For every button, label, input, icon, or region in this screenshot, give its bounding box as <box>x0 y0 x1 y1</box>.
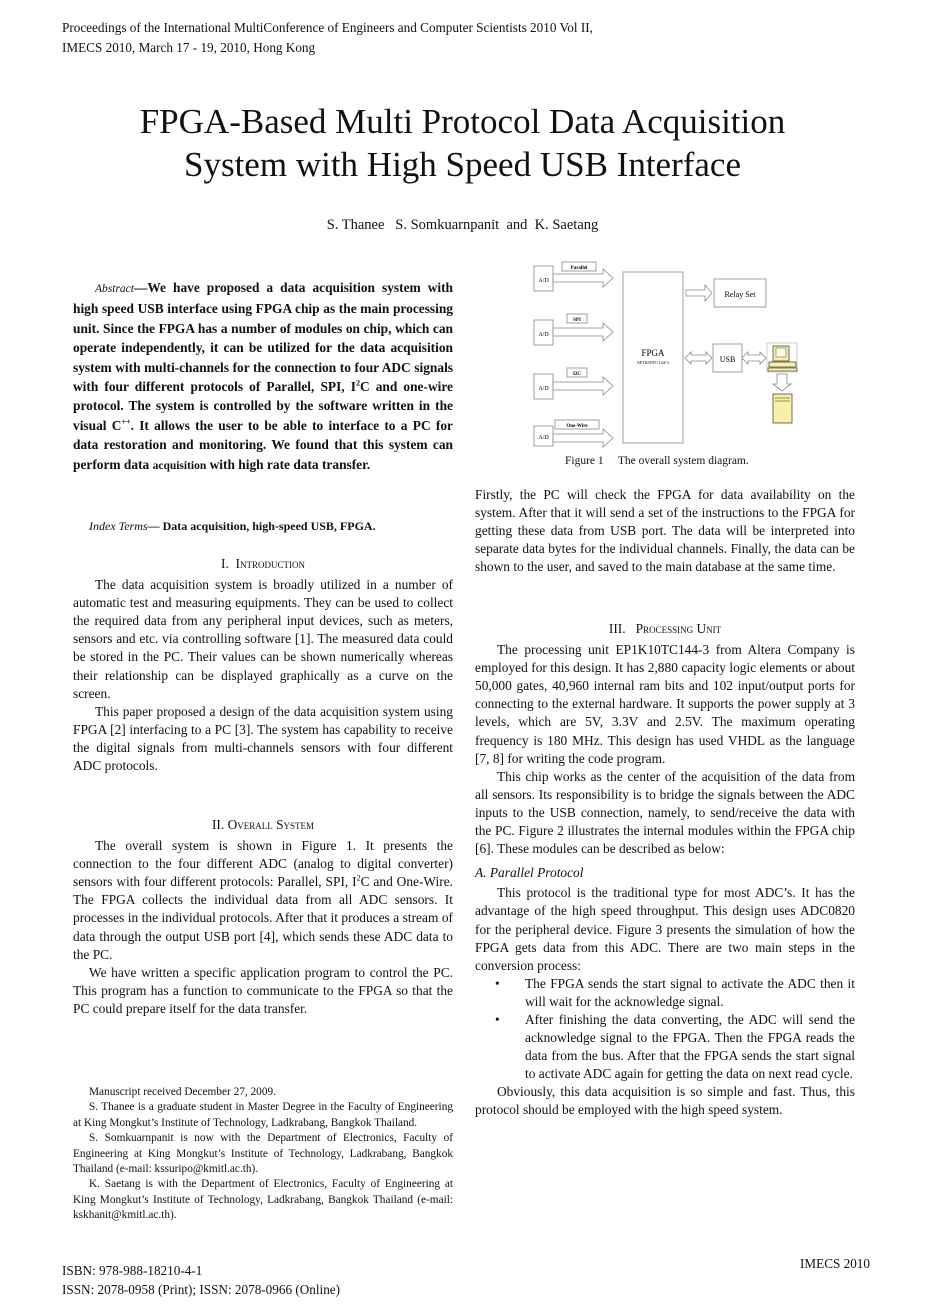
footer-conference: IMECS 2010 <box>800 1256 870 1271</box>
adc-spi <box>534 314 613 345</box>
svg-text:Relay Set: Relay Set <box>724 290 756 299</box>
section-processing-unit <box>475 620 855 1120</box>
paragraph: We have written a specific application program to control the PC. This program has a function to communicate to the FPGA so that the PC could prepare itself for the data transfer. <box>73 964 453 1016</box>
system-diagram-svg <box>525 258 855 448</box>
authors: S. Thanee S. Somkuarnpanit and K. Saetang <box>326 217 599 233</box>
fpga-block <box>623 272 683 443</box>
abstract-text: We have proposed a data acquisition system with high speed USB interface using FPGA chip as the main processing unit. Since the FPGA has a number of modules on chip, which can operate independently, it can be utilized for the data acquisition system with multi-channels for the connection to four ADC signals with four different protocols of Parallel, SPI, I <box>73 280 453 395</box>
svg-text:USB: USB <box>719 355 736 364</box>
isbn: ISBN: 978-988-18210-4-1 <box>62 1263 203 1278</box>
svg-text:A/D: A/D <box>538 278 549 284</box>
superscript: ++ <box>121 417 131 427</box>
section-introduction <box>73 555 453 775</box>
footnote: K. Saetang is with the Department of Electronics, Faculty of Engineering at King Mongkut’s Institute of Technology, Ladkrabang, Bangkok Thailand (e-mail: kskhanit@kmitl.ac.th). <box>73 1178 453 1222</box>
bullet-item <box>495 1011 855 1083</box>
paragraph-text: C and One-Wire. The FPGA collects the individual data from all ADC sensors. It processes in the individual protocols. After that it produces a stream of data through the output USB port [4], which sends these ADC data to the PC. <box>73 874 453 962</box>
bullet-icon: • <box>495 1011 500 1027</box>
svg-text:A/D: A/D <box>538 435 549 441</box>
subsection-heading: A. Parallel Protocol <box>475 865 584 881</box>
adc-parallel <box>534 262 613 291</box>
section-title: Processing Unit <box>635 621 722 636</box>
issn: ISSN: 2078-0958 (Print); ISSN: 2078-0966 (Online) <box>62 1282 341 1297</box>
svg-text:One-Wire: One-Wire <box>566 424 588 429</box>
superscript: 2 <box>356 873 361 883</box>
abstract-text: . It allows the user to be able to interface to a PC for data restoration and monitoring. We found that this system can perform data <box>73 417 453 472</box>
title-line-1: FPGA-Based Multi Protocol Data Acquisition <box>139 102 786 141</box>
footnotes <box>73 1085 453 1224</box>
header-line-2: IMECS 2010, March 17 - 19, 2010, Hong Kong <box>62 40 316 55</box>
paragraph: The data acquisition system is broadly utilized in a number of automatic test and measuring equipments. They can be used to collect the required data from any peripheral input devices, such as meters, sensors and etc. via controlling software [1]. The measured data could be stored in the PC. Their values can be shown numerically whereas their relationship can be displayed graphically as a curve on the screen. <box>73 577 453 701</box>
abstract-dash: — <box>133 280 148 295</box>
index-terms-lead: Index Terms <box>89 519 148 533</box>
down-arrow-icon <box>773 374 791 391</box>
paragraph: Obviously, this data acquisition is so simple and fast. Thus, this protocol should be employed with the high speed system. <box>475 1084 855 1118</box>
svg-text:SPI: SPI <box>573 318 581 323</box>
section-heading <box>73 555 453 573</box>
paper-title <box>0 100 925 186</box>
footnote: S. Somkuarnpanit is now with the Department of Electronics, Faculty of Engineering at King Mongkut’s Institute of Technology, Ladkrabang, Bangkok Thailand (e-mail: kssuripo@kmitl.ac.th). <box>73 1132 453 1176</box>
figure-1-caption: Figure 1 The overall system diagram. <box>565 455 749 467</box>
section-number: I. <box>221 556 236 571</box>
superscript: 2 <box>355 378 360 388</box>
footnote: Manuscript received December 27, 2009. <box>89 1086 276 1098</box>
footnote: S. Thanee is a graduate student in Master Degree in the Faculty of Engineering at King Mongkut’s Institute of Technology, Ladkrabang, Bangkok Thailand. <box>73 1101 453 1129</box>
section-number: III. <box>608 621 636 636</box>
bullet-item <box>495 975 855 1011</box>
paragraph <box>73 837 453 964</box>
svg-text:Parallel: Parallel <box>570 266 588 271</box>
bullet-icon: • <box>495 975 500 991</box>
title-line-2: System with High Speed USB Interface <box>184 145 741 184</box>
overall-continued <box>475 486 855 576</box>
relay-set-block <box>686 279 766 307</box>
svg-text:A/D: A/D <box>538 386 549 392</box>
footer-identifiers <box>62 1261 340 1299</box>
svg-text:A/D: A/D <box>538 332 549 338</box>
paragraph: The processing unit EP1K10TC144-3 from Altera Company is employed for this design. It has 2,880 capacity logic elements or about 50,000 gates, 40,960 internal ram bits and 102 input/output ports for connecting to the external hardware. It supports the power supply at 3 levels, which are 5V, 3.3V and 2.5V. The maximum operating frequency is 180 MHz. This design has used VHDL as the language [7, 8] for writing the code program. <box>475 642 855 766</box>
index-terms <box>73 517 453 535</box>
section-title: Overall System <box>227 817 315 832</box>
abstract-lead: Abstract <box>95 283 134 295</box>
svg-text:EP1K50TC144-3: EP1K50TC144-3 <box>637 360 669 365</box>
paragraph: Firstly, the PC will check the FPGA for data availability on the system. After that it will send a set of the instructions to the FPGA for getting these data from USB port. The data will be interpreted into separate data bytes for the individual channels. Finally, the data can be shown to the user, and saved to the main database at the same time. <box>475 487 855 575</box>
svg-text:I2C: I2C <box>572 372 582 377</box>
abstract-text: with high rate data transfer. <box>206 456 371 472</box>
computer-icon <box>767 343 797 372</box>
adc-one-wire <box>534 420 613 447</box>
paragraph: This paper proposed a design of the data acquisition system using FPGA [2] interfacing to a PC [3]. The system has capability to receive the digital signals from multi-channels sensors with four different ADC protocols. <box>73 703 453 774</box>
bullet-text: After finishing the data converting, the ADC will send the acknowledge signal to the FPGA. Then the FPGA reads the data from the bus. After that the FPGA sends the start signal to activate ADC again for getting the data on next read cycle. <box>525 1011 855 1082</box>
abstract <box>73 278 453 476</box>
header-line-1: Proceedings of the International MultiConference of Engineers and Computer Scientists 2010 Vol II, <box>62 20 593 35</box>
paragraph-text: The overall system is shown in Figure 1. It presents the connection to the four different ADC (analog to digital converter) sensors with four different protocols: Parallel, SPI, I <box>73 838 453 890</box>
section-heading <box>73 816 453 834</box>
section-overall-system <box>73 816 453 1018</box>
usb-block <box>685 344 766 372</box>
section-title: Introduction <box>235 556 305 571</box>
database-server-icon <box>773 394 792 423</box>
abstract-text: acquisition <box>152 459 207 472</box>
paragraph: This protocol is the traditional type for most ADC’s. It has the advantage of the high speed throughput. This design uses ADC0820 for the peripheral device. Figure 3 presents the simulation of how the FPGA gets data from this ADC. There are two main steps in the conversion process: <box>475 885 855 973</box>
section-number: II. <box>211 817 228 832</box>
figure-1-diagram <box>525 258 855 448</box>
adc-i2c <box>534 368 613 399</box>
bullet-list <box>475 975 855 1084</box>
abstract-text: C and one-wire protocol. The system is controlled by the software written in the visual C <box>73 379 453 433</box>
svg-text:FPGA: FPGA <box>641 348 665 358</box>
section-heading <box>475 620 855 638</box>
bullet-text: The FPGA sends the start signal to activate the ADC then it will wait for the acknowledge signal. <box>525 975 855 1009</box>
paragraph: This chip works as the center of the acquisition of the data from all sensors. Its responsibility is to bridge the signals between the ADC inputs to the USB connection, namely, to send/receive the data with the PC. Figure 2 illustrates the internal modules within the FPGA chip [6]. These modules can be described as below: <box>475 768 855 857</box>
running-header <box>62 18 762 58</box>
index-terms-text: — Data acquisition, high-speed USB, FPGA. <box>147 519 376 533</box>
